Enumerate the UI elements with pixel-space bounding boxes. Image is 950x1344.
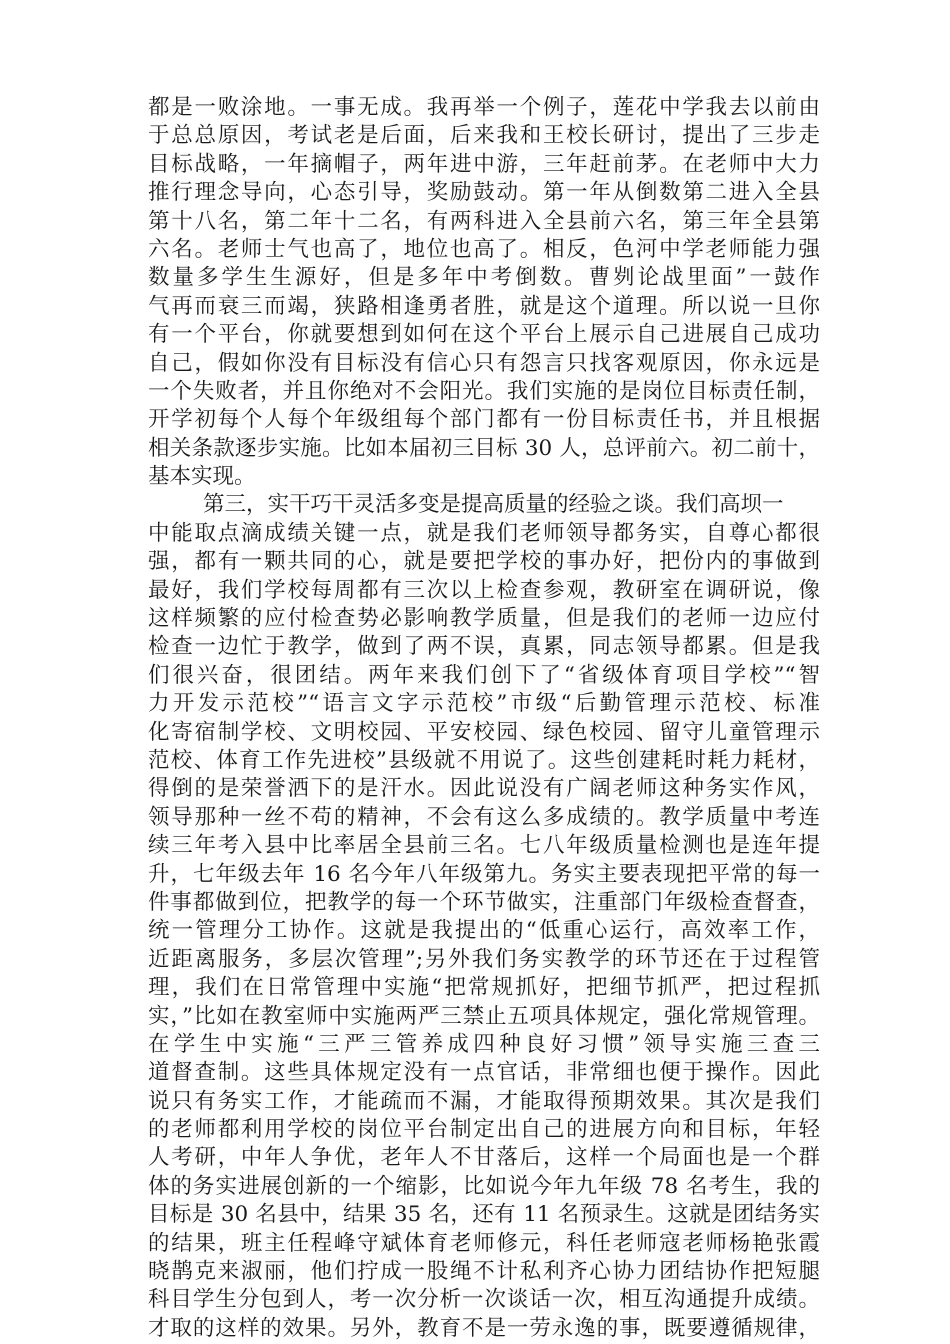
text-line: 化寄宿制学校、文明校园、平安校园、绿色校园、留守儿童管理示 [148,719,820,745]
text-line: 于总总原因，考试老是后面，后来我和王校长研讨，提出了三步走 [148,123,820,149]
paragraph [148,94,820,491]
document-body [148,94,820,1343]
text-line: 第三，实干巧干灵活多变是提高质量的经验之谈。我们高坝一 [203,492,784,518]
text-line: 才取的这样的效果。另外，教育不是一劳永逸的事，既要遵循规律， [148,1315,820,1341]
text-line: 晓鹊克来淑丽，他们拧成一股绳不计私利齐心协力团结协作把短腿 [148,1259,820,1285]
text-line: 升，七年级去年 16 名今年八年级第九。务实主要表现把平常的每一 [148,861,820,887]
text-line: 理，我们在日常管理中实施“把常规抓好，把细节抓严，把过程抓 [148,975,820,1001]
text-line: 范校、体育工作先进校”县级就不用说了。这些创建耗时耗力耗材， [148,747,820,773]
text-line: 们很兴奋，很团结。两年来我们创下了“省级体育项目学校”“智 [148,662,820,688]
text-line: 推行理念导向，心态引导，奖励鼓动。第一年从倒数第二进入全县 [148,180,820,206]
text-line: 力开发示范校”“语言文字示范校”市级“后勤管理示范校、标准 [148,691,820,717]
text-line: 都是一败涂地。一事无成。我再举一个例子，莲花中学我去以前由 [148,95,820,120]
text-line: 最好，我们学校每周都有三次以上检查参观，教研室在调研说，像 [148,577,820,603]
text-line: 一个失败者，并且你绝对不会阳光。我们实施的是岗位目标责任制， [148,378,820,404]
text-line: 道督查制。这些具体规定没有一点官话，非常细也便于操作。因此 [148,1060,820,1086]
text-line: 基本实现。 [148,464,256,490]
text-line: 实，”比如在教室师中实施两严三禁止五项具体规定，强化常规管理。 [148,1003,820,1029]
text-line: 体的务实进展创新的一个缩影，比如说今年九年级 78 名考生，我的 [148,1173,820,1199]
text-line: 续三年考入县中比率居全县前三名。七八年级质量检测也是连年提 [148,833,820,859]
text-line: 开学初每个人每个年级组每个部门都有一份目标责任书，并且根据 [148,407,820,433]
text-line: 有一个平台，你就要想到如何在这个平台上展示自己进展自己成功 [148,322,820,348]
text-line: 得倒的是荣誉洒下的是汗水。因此说没有广阔老师这种务实作风， [148,776,820,802]
text-line: 强，都有一颗共同的心，就是要把学校的事办好，把份内的事做到 [148,549,820,575]
text-line: 目标是 30 名县中，结果 35 名，还有 11 名预录生。这就是团结务实 [148,1202,820,1228]
text-line: 相关条款逐步实施。比如本届初三目标 30 人，总评前六。初二前十， [148,435,820,461]
text-line: 自己，假如你没有目标没有信心只有怨言只找客观原因，你永远是 [148,350,820,376]
text-line: 科目学生分包到人，考一次分析一次谈话一次，相互沟通提升成绩。 [148,1287,820,1313]
text-line: 目标战略，一年摘帽子，两年进中游，三年赶前茅。在老师中大力 [148,151,820,177]
text-line: 数量多学生生源好，但是多年中考倒数。曹刿论战里面”一鼓作 [148,265,820,291]
text-line: 的老师都利用学校的岗位平台制定出自己的进展方向和目标，年轻 [148,1117,820,1143]
paragraph [148,491,820,1343]
text-line: 人考研，中年人争优，老年人不甘落后，这样一个局面也是一个群 [148,1145,820,1171]
text-line: 中能取点滴成绩关键一点，就是我们老师领导都务实，自尊心都很 [148,520,820,546]
text-line: 这样频繁的应付检查势必影响教学质量，但是我们的老师一边应付 [148,606,820,632]
text-line: 检查一边忙于教学，做到了两不误，真累，同志领导都累。但是我 [148,634,820,660]
text-line: 六名。老师士气也高了，地位也高了。相反，色河中学老师能力强 [148,236,820,262]
text-line: 的结果，班主任程峰守斌体育老师修元，科任老师寇老师杨艳张霞 [148,1230,820,1256]
text-line: 在学生中实施“三严三管养成四种良好习惯”领导实施三查三 [148,1031,820,1057]
text-line: 第十八名，第二年十二名，有两科进入全县前六名，第三年全县第 [148,208,820,234]
text-line: 近距离服务，多层次管理”;另外我们务实教学的环节还在于过程管 [148,946,820,972]
text-line: 件事都做到位，把教学的每一个环节做实，注重部门年级检查督查， [148,889,820,915]
text-line: 统一管理分工协作。这就是我提出的“低重心运行，高效率工作， [148,918,820,944]
text-line: 领导那种一丝不苟的精神，不会有这么多成绩的。教学质量中考连 [148,804,820,830]
text-line: 说只有务实工作，才能疏而不漏，才能取得预期效果。其次是我们 [148,1088,820,1114]
text-line: 气再而衰三而竭，狭路相逢勇者胜，就是这个道理。所以说一旦你 [148,293,820,319]
